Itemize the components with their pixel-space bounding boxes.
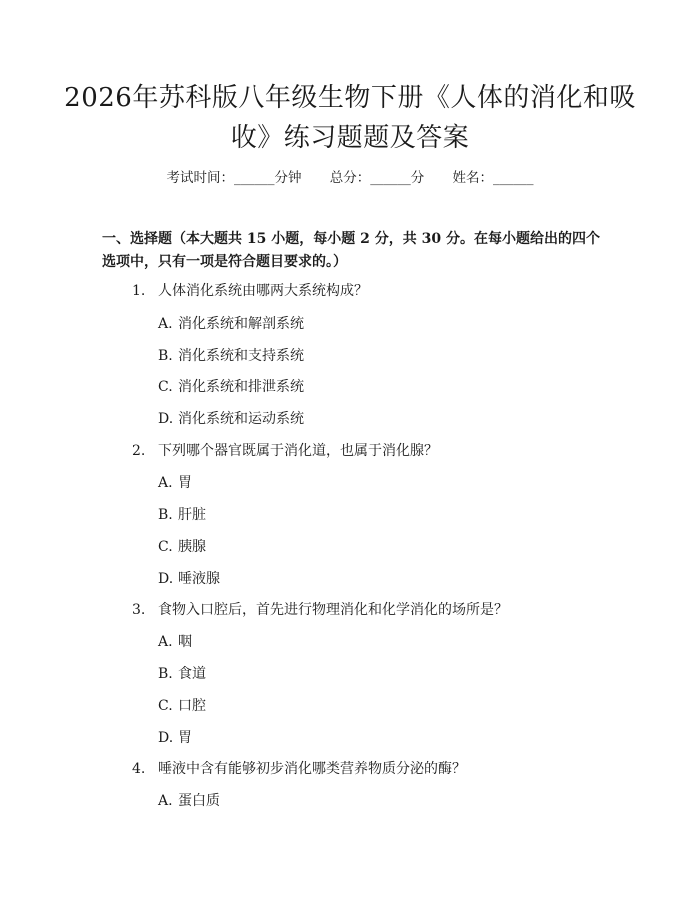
option-letter: B. xyxy=(158,348,173,364)
option-text: 唾液腺 xyxy=(178,571,220,587)
question-3-option-b xyxy=(158,664,206,684)
question-1-option-b xyxy=(158,346,304,366)
question-number: 1. xyxy=(132,283,146,299)
question-number: 2. xyxy=(132,443,146,459)
question-4 xyxy=(132,759,466,779)
option-text: 胃 xyxy=(178,475,192,491)
question-text: 人体消化系统由哪两大系统构成？ xyxy=(158,283,368,299)
question-text: 唾液中含有能够初步消化哪类营养物质分泌的酶？ xyxy=(158,761,466,777)
question-2-option-d xyxy=(158,569,220,589)
option-letter: A. xyxy=(158,316,173,332)
option-letter: D. xyxy=(158,730,174,746)
option-letter: D. xyxy=(158,571,174,587)
option-letter: D. xyxy=(158,411,174,427)
option-text: 食道 xyxy=(178,666,206,682)
option-letter: C. xyxy=(158,698,173,714)
question-text: 食物入口腔后，首先进行物理消化和化学消化的场所是？ xyxy=(158,602,508,618)
question-1 xyxy=(132,281,368,301)
question-number: 3. xyxy=(132,602,146,618)
option-text: 消化系统和支持系统 xyxy=(178,348,304,364)
option-text: 消化系统和排泄系统 xyxy=(178,379,304,395)
question-2-option-a xyxy=(158,473,192,493)
option-letter: C. xyxy=(158,379,173,395)
question-2-option-b xyxy=(158,505,206,525)
question-number: 4. xyxy=(132,761,146,777)
option-text: 口腔 xyxy=(178,698,206,714)
option-text: 胃 xyxy=(178,730,192,746)
option-letter: A. xyxy=(158,475,173,491)
option-text: 消化系统和解剖系统 xyxy=(178,316,304,332)
option-text: 胰腺 xyxy=(178,539,206,555)
option-text: 蛋白质 xyxy=(178,793,220,809)
option-text: 咽 xyxy=(178,634,192,650)
question-3-option-d xyxy=(158,728,192,748)
option-text: 消化系统和运动系统 xyxy=(178,411,304,427)
document-title: 2026年苏科版八年级生物下册《人体的消化和吸收》练习题题及答案 xyxy=(64,83,636,153)
question-2-option-c xyxy=(158,537,206,557)
question-3-option-c xyxy=(158,696,206,716)
question-1-option-d xyxy=(158,409,304,429)
option-letter: C. xyxy=(158,539,173,555)
question-3 xyxy=(132,600,508,620)
question-4-option-a xyxy=(158,791,220,811)
exam-score-field: 总分：______分 xyxy=(329,170,425,186)
option-letter: A. xyxy=(158,793,173,809)
option-letter: A. xyxy=(158,634,173,650)
question-2 xyxy=(132,441,438,461)
question-3-option-a xyxy=(158,632,192,652)
option-text: 肝脏 xyxy=(178,507,206,523)
question-text: 下列哪个器官既属于消化道，也属于消化腺？ xyxy=(158,443,438,459)
exam-info-line xyxy=(0,168,700,188)
exam-name-field: 姓名：______ xyxy=(452,170,534,186)
section-heading: 一、选择题（本大题共 15 小题，每小题 2 分，共 30 分。在每小题给出的四个选项中，只有一项是符合题目要求的。） xyxy=(102,231,600,270)
question-1-option-a xyxy=(158,314,304,334)
option-letter: B. xyxy=(158,666,173,682)
option-letter: B. xyxy=(158,507,173,523)
question-1-option-c xyxy=(158,377,304,397)
exam-time-field: 考试时间：______分钟 xyxy=(166,170,302,186)
